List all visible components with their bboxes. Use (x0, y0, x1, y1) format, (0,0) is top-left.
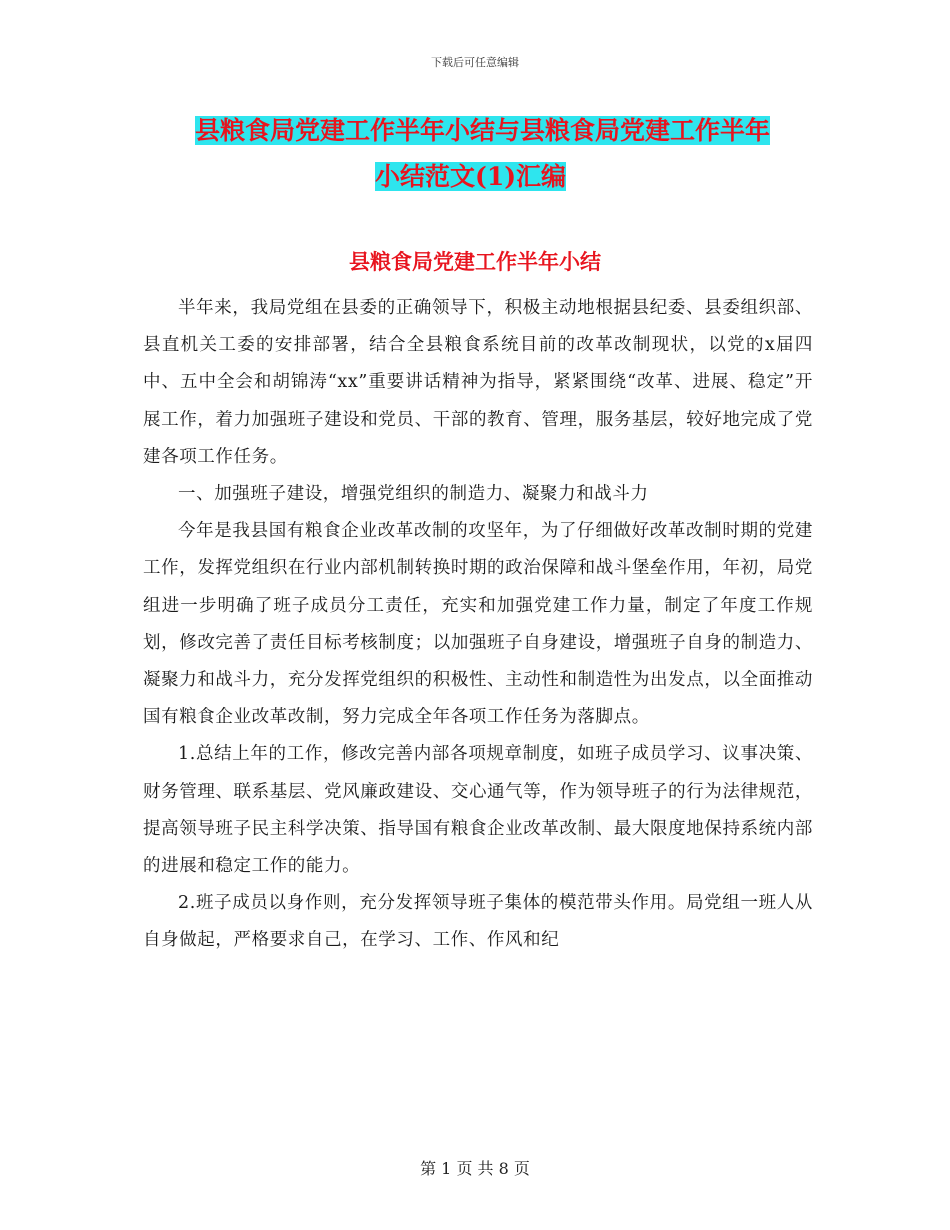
header-note: 下载后可任意编辑 (431, 56, 519, 69)
paragraph: 一、加强班子建设，增强党组织的制造力、凝聚力和战斗力 (178, 484, 649, 505)
document-title (195, 108, 815, 200)
body-text (143, 290, 813, 960)
page-number: 第 1 页 共 8 页 (420, 1159, 530, 1178)
paragraph: 半年来，我局党组在县委的正确领导下，积极主动地根据县纪委、县委组织部、县直机关工委的安排部署，结合全县粮食系统目前的改革改制现状，以党的x届四中、五中全会和胡锦涛“xx”重要讲话精神为指导，紧紧围绕“改革、进展、稳定”开展工作，着力加强班子建设和党员、干部的教育、管理，服务基层，较好地完成了党建各项工作任务。 (143, 298, 813, 467)
title-line-2: 小结范文(1)汇编 (375, 162, 567, 191)
section-title: 县粮食局党建工作半年小结 (349, 249, 601, 274)
paragraph: 1.总结上年的工作，修改完善内部各项规章制度，如班子成员学习、议事决策、财务管理、联系基层、党风廉政建设、交心通气等，作为领导班子的行为法律规范，提高领导班子民主科学决策、指导国有粮食企业改革改制、最大限度地保持系统内部的进展和稳定工作的能力。 (143, 744, 813, 877)
title-line-1: 县粮食局党建工作半年小结与县粮食局党建工作半年 (195, 116, 771, 145)
paragraph: 今年是我县国有粮食企业改革改制的攻坚年，为了仔细做好改革改制时期的党建工作，发挥党组织在行业内部机制转换时期的政治保障和战斗堡垒作用，年初，局党组进一步明确了班子成员分工责任，充实和加强党建工作力量，制定了年度工作规划，修改完善了责任目标考核制度；以加强班子自身建设，增强班子自身的制造力、凝聚力和战斗力，充分发挥党组织的积极性、主动性和制造性为出发点，以全面推动国有粮食企业改革改制，努力完成全年各项工作任务为落脚点。 (143, 521, 813, 728)
paragraph: 2.班子成员以身作则，充分发挥领导班子集体的模范带头作用。局党组一班人从自身做起，严格要求自己，在学习、工作、作风和纪 (143, 893, 813, 951)
